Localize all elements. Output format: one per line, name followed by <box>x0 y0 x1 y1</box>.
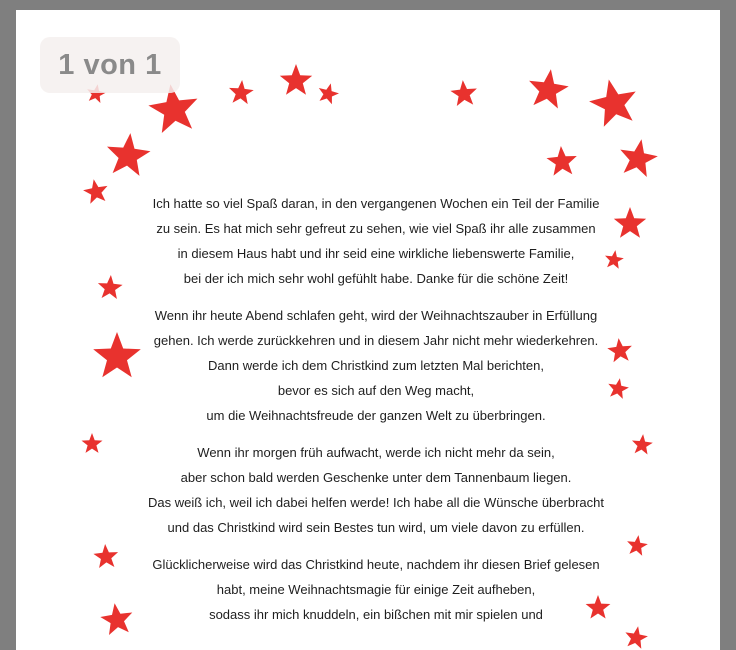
star-icon <box>547 146 577 176</box>
letter-body <box>136 191 616 639</box>
text-line: bei der ich mich sehr wohl gefühlt habe. Danke für die schöne Zeit! <box>183 271 569 286</box>
text-line: und das Christkind wird sein Bestes tun wird, um viele davon zu erfüllen. <box>167 520 585 535</box>
text-line: habt, meine Weihnachtsmagie für einige Zeit aufheben, <box>216 582 536 597</box>
star-icon <box>614 207 646 238</box>
text-line: Wenn ihr morgen früh aufwacht, werde ich nicht mehr da sein, <box>197 445 555 460</box>
page-counter: 1 von 1 <box>40 37 180 93</box>
letter-paragraph <box>136 440 616 540</box>
star-icon <box>632 434 653 454</box>
text-line: Das weiß ich, weil ich dabei helfen werde! Ich habe all die Wünsche überbracht <box>148 495 604 510</box>
text-line: in diesem Haus habt und ihr seid eine wirkliche liebenswerte Familie, <box>177 246 575 261</box>
star-icon <box>82 433 103 453</box>
text-line: Dann werde ich dem Christkind zum letzten Mal berichten, <box>208 358 544 373</box>
text-line: gehen. Ich werde zurückkehren und in diesem Jahr nicht mehr wiederkehren. <box>153 333 599 348</box>
star-icon <box>620 139 658 177</box>
star-icon <box>93 332 141 377</box>
text-line: Ich hatte so viel Spaß daran, in den vergangenen Wochen ein Teil der Familie <box>152 196 600 211</box>
text-line: um die Weihnachtsfreude der ganzen Welt zu überbringen. <box>206 408 546 423</box>
star-icon <box>98 275 123 299</box>
star-icon <box>107 133 151 176</box>
text-line: Wenn ihr heute Abend schlafen geht, wird der Weihnachtszauber in Erfüllung <box>154 308 598 323</box>
star-icon <box>319 83 339 104</box>
star-icon <box>83 179 107 204</box>
document-page <box>16 10 720 650</box>
star-icon <box>529 69 569 108</box>
star-icon <box>589 80 636 127</box>
star-icon <box>450 80 477 106</box>
star-icon <box>93 544 118 568</box>
text-line: aber schon bald werden Geschenke unter dem Tannenbaum liegen. <box>180 470 572 485</box>
text-line: bevor es sich auf den Weg macht, <box>277 383 475 398</box>
star-icon <box>229 80 254 104</box>
star-icon <box>627 535 648 556</box>
text-line: sodass ihr mich knuddeln, ein bißchen mit mir spielen und <box>209 607 543 622</box>
star-icon <box>280 64 312 95</box>
star-icon <box>100 603 132 635</box>
letter-paragraph <box>136 552 616 627</box>
letter-paragraph <box>136 191 616 291</box>
text-line: zu sein. Es hat mich sehr gefreut zu sehen, wie viel Spaß ihr alle zusammen <box>156 221 596 236</box>
letter-paragraph <box>136 303 616 428</box>
text-line: Glücklicherweise wird das Christkind heute, nachdem ihr diesen Brief gelesen <box>152 557 600 572</box>
